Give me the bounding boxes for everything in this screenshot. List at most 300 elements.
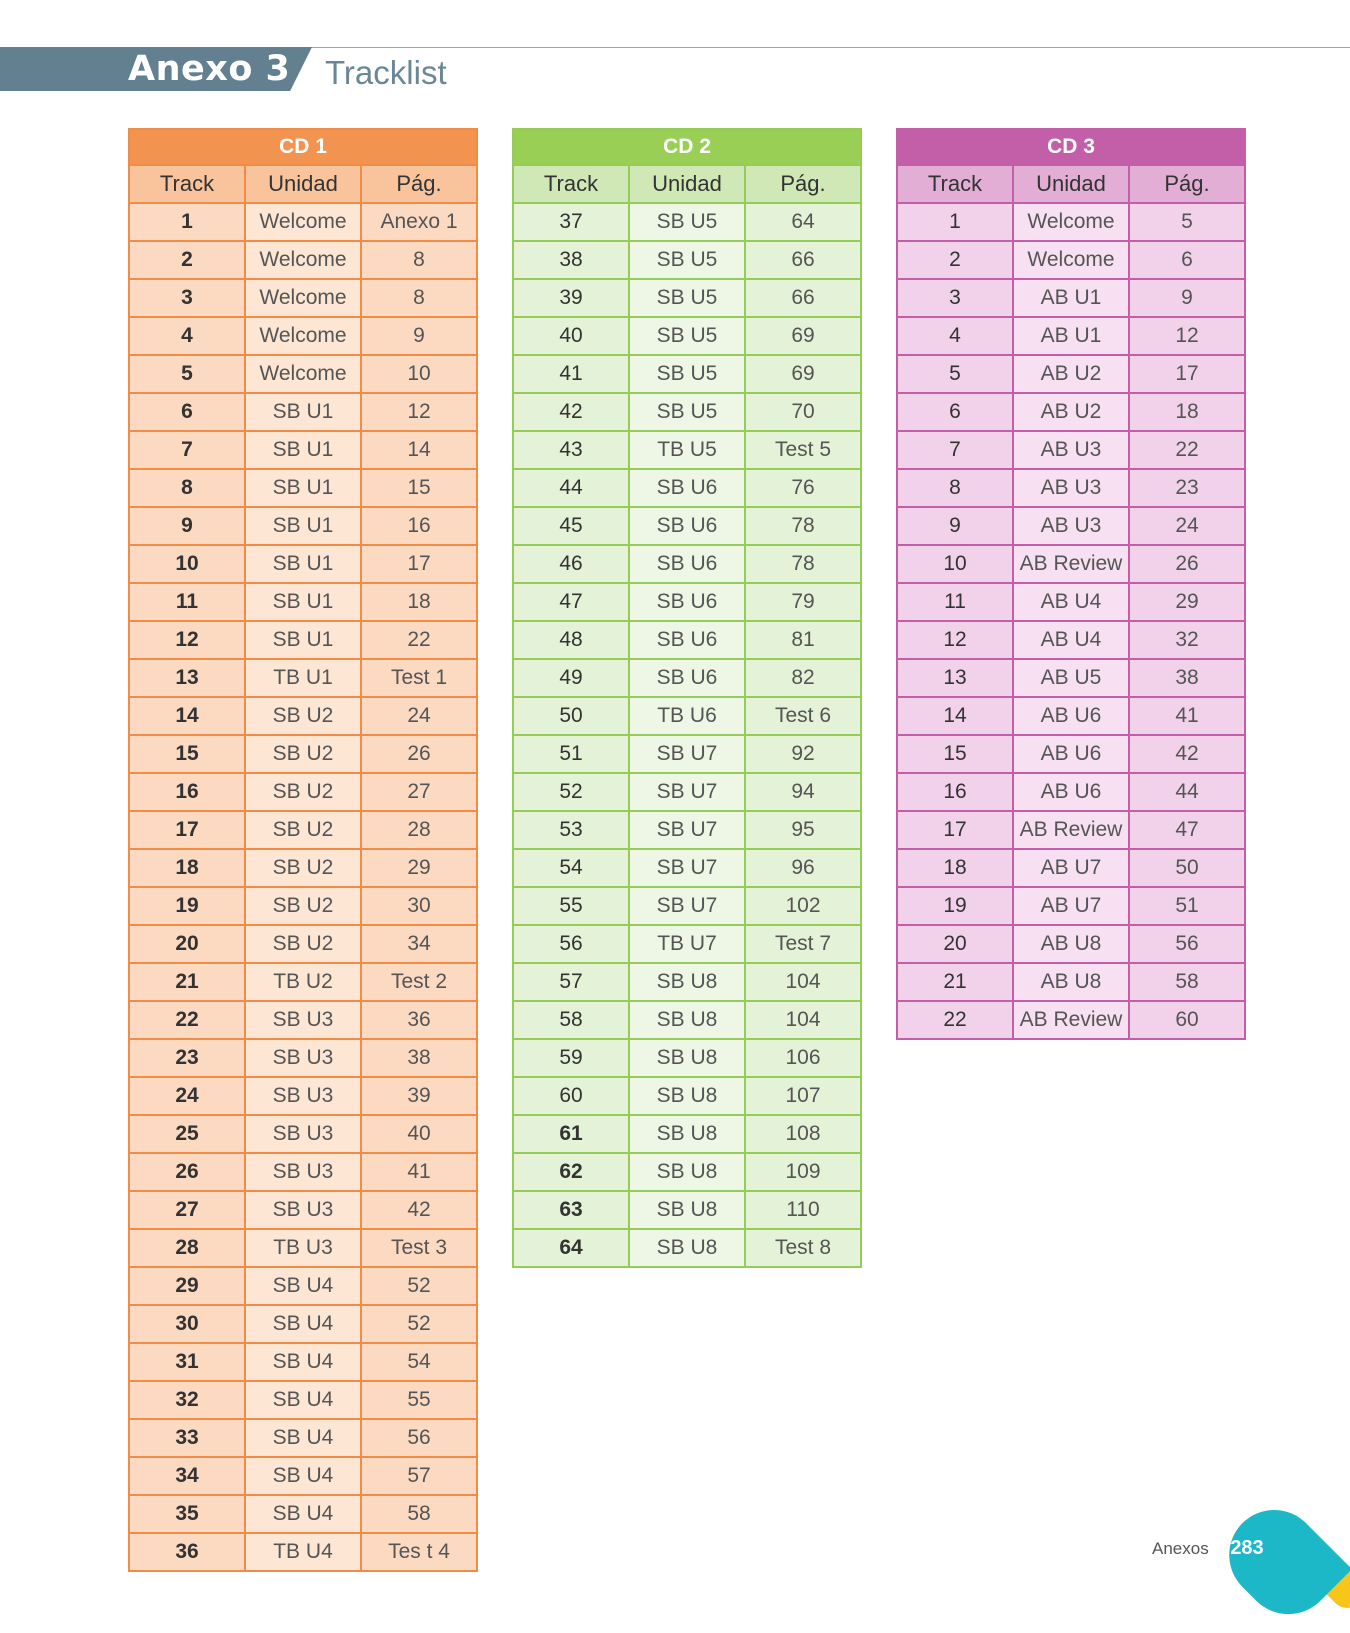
- unidad-cell: SB U1: [245, 583, 361, 621]
- unidad-cell: SB U8: [629, 1229, 745, 1267]
- track-number-cell: 28: [129, 1229, 245, 1267]
- track-number-cell: 35: [129, 1495, 245, 1533]
- table-row: [513, 545, 861, 583]
- unidad-cell: SB U3: [245, 1115, 361, 1153]
- track-number-cell: 3: [897, 279, 1013, 317]
- unidad-cell: Welcome: [245, 279, 361, 317]
- cd-title-row: [513, 129, 861, 165]
- track-number-cell: 15: [129, 735, 245, 773]
- track-number-cell: 54: [513, 849, 629, 887]
- table-row: [897, 697, 1245, 735]
- track-number-cell: 23: [129, 1039, 245, 1077]
- track-number-cell: 14: [897, 697, 1013, 735]
- pagina-cell: 17: [361, 545, 477, 583]
- pagina-cell: 24: [1129, 507, 1245, 545]
- column-header-row: [897, 165, 1245, 203]
- unidad-cell: SB U3: [245, 1191, 361, 1229]
- pagina-cell: 6: [1129, 241, 1245, 279]
- table-row: [513, 507, 861, 545]
- table-row: [129, 1343, 477, 1381]
- pagina-cell: 23: [1129, 469, 1245, 507]
- pagina-cell: 66: [745, 241, 861, 279]
- track-number-cell: 19: [897, 887, 1013, 925]
- table-row: [129, 1267, 477, 1305]
- pagina-cell: 9: [361, 317, 477, 355]
- unidad-cell: SB U4: [245, 1267, 361, 1305]
- unidad-cell: SB U4: [245, 1457, 361, 1495]
- track-number-cell: 26: [129, 1153, 245, 1191]
- pagina-cell: 106: [745, 1039, 861, 1077]
- table-row: [897, 393, 1245, 431]
- track-number-cell: 46: [513, 545, 629, 583]
- pagina-cell: 81: [745, 621, 861, 659]
- table-row: [129, 1229, 477, 1267]
- unidad-cell: SB U6: [629, 583, 745, 621]
- track-number-cell: 49: [513, 659, 629, 697]
- unidad-cell: AB U3: [1013, 431, 1129, 469]
- pagina-cell: 66: [745, 279, 861, 317]
- pagina-cell: 104: [745, 1001, 861, 1039]
- unidad-cell: SB U3: [245, 1001, 361, 1039]
- unidad-cell: SB U5: [629, 317, 745, 355]
- unidad-cell: AB Review: [1013, 545, 1129, 583]
- unidad-cell: SB U3: [245, 1077, 361, 1115]
- unidad-cell: AB U1: [1013, 279, 1129, 317]
- pagina-cell: Test 6: [745, 697, 861, 735]
- table-row: [129, 1419, 477, 1457]
- pagina-cell: 17: [1129, 355, 1245, 393]
- track-number-cell: 1: [897, 203, 1013, 241]
- table-row: [513, 317, 861, 355]
- table-row: [513, 811, 861, 849]
- track-number-cell: 43: [513, 431, 629, 469]
- track-number-cell: 3: [129, 279, 245, 317]
- track-number-cell: 44: [513, 469, 629, 507]
- unidad-cell: SB U6: [629, 545, 745, 583]
- table-row: [513, 773, 861, 811]
- table-row: [897, 241, 1245, 279]
- pagina-cell: 40: [361, 1115, 477, 1153]
- pagina-cell: 24: [361, 697, 477, 735]
- unidad-cell: SB U8: [629, 1077, 745, 1115]
- unidad-cell: Welcome: [245, 355, 361, 393]
- table-row: [513, 887, 861, 925]
- track-number-cell: 5: [129, 355, 245, 393]
- column-header-row: [513, 165, 861, 203]
- unidad-cell: TB U1: [245, 659, 361, 697]
- pagina-cell: 15: [361, 469, 477, 507]
- pagina-cell: 60: [1129, 1001, 1245, 1039]
- unidad-cell: SB U5: [629, 203, 745, 241]
- unidad-cell: SB U4: [245, 1305, 361, 1343]
- track-number-cell: 29: [129, 1267, 245, 1305]
- table-row: [513, 849, 861, 887]
- unidad-cell: SB U6: [629, 507, 745, 545]
- unidad-cell: AB U1: [1013, 317, 1129, 355]
- table-row: [129, 659, 477, 697]
- table-row: [897, 355, 1245, 393]
- pagina-cell: 28: [361, 811, 477, 849]
- track-number-cell: 22: [129, 1001, 245, 1039]
- track-number-cell: 64: [513, 1229, 629, 1267]
- table-row: [129, 735, 477, 773]
- unidad-cell: SB U4: [245, 1343, 361, 1381]
- unidad-cell: Welcome: [245, 317, 361, 355]
- unidad-cell: TB U2: [245, 963, 361, 1001]
- track-number-cell: 17: [129, 811, 245, 849]
- unidad-cell: Welcome: [245, 241, 361, 279]
- pagina-cell: 58: [361, 1495, 477, 1533]
- unidad-cell: SB U2: [245, 849, 361, 887]
- table-row: [513, 659, 861, 697]
- track-number-cell: 33: [129, 1419, 245, 1457]
- pagina-cell: 95: [745, 811, 861, 849]
- pagina-cell: Test 7: [745, 925, 861, 963]
- table-row: [129, 849, 477, 887]
- unidad-cell: AB U3: [1013, 469, 1129, 507]
- pagina-cell: Test 8: [745, 1229, 861, 1267]
- table-row: [897, 507, 1245, 545]
- track-number-cell: 61: [513, 1115, 629, 1153]
- cd-title: CD 2: [513, 129, 861, 165]
- pagina-cell: 9: [1129, 279, 1245, 317]
- track-number-cell: 18: [129, 849, 245, 887]
- track-number-cell: 19: [129, 887, 245, 925]
- unidad-cell: AB Review: [1013, 1001, 1129, 1039]
- unidad-cell: AB U4: [1013, 621, 1129, 659]
- table-row: [513, 241, 861, 279]
- track-number-cell: 38: [513, 241, 629, 279]
- cd1-table: [128, 128, 478, 1572]
- unidad-cell: SB U4: [245, 1419, 361, 1457]
- unidad-cell: AB U6: [1013, 735, 1129, 773]
- unidad-cell: TB U5: [629, 431, 745, 469]
- pagina-cell: 42: [361, 1191, 477, 1229]
- pagina-cell: 50: [1129, 849, 1245, 887]
- track-number-cell: 13: [129, 659, 245, 697]
- track-number-cell: 34: [129, 1457, 245, 1495]
- track-number-cell: 13: [897, 659, 1013, 697]
- table-row: [129, 583, 477, 621]
- cd3-table: [896, 128, 1246, 1040]
- table-row: [129, 925, 477, 963]
- table-row: [129, 1457, 477, 1495]
- pagina-cell: 52: [361, 1305, 477, 1343]
- pagina-cell: Tes t 4: [361, 1533, 477, 1571]
- unidad-cell: AB U4: [1013, 583, 1129, 621]
- column-header-pagina: Pág.: [745, 165, 861, 203]
- pagina-cell: 79: [745, 583, 861, 621]
- track-number-cell: 5: [897, 355, 1013, 393]
- track-number-cell: 63: [513, 1191, 629, 1229]
- pagina-cell: 102: [745, 887, 861, 925]
- unidad-cell: SB U6: [629, 621, 745, 659]
- pagina-cell: 96: [745, 849, 861, 887]
- unidad-cell: SB U5: [629, 241, 745, 279]
- column-header-track: Track: [897, 165, 1013, 203]
- unidad-cell: TB U4: [245, 1533, 361, 1571]
- track-number-cell: 53: [513, 811, 629, 849]
- pagina-cell: 69: [745, 355, 861, 393]
- track-number-cell: 40: [513, 317, 629, 355]
- track-number-cell: 12: [897, 621, 1013, 659]
- track-number-cell: 7: [897, 431, 1013, 469]
- unidad-cell: SB U2: [245, 887, 361, 925]
- track-number-cell: 4: [129, 317, 245, 355]
- unidad-cell: SB U7: [629, 887, 745, 925]
- table-row: [897, 469, 1245, 507]
- table-row: [897, 203, 1245, 241]
- unidad-cell: AB U7: [1013, 887, 1129, 925]
- table-row: [129, 317, 477, 355]
- column-header-track: Track: [129, 165, 245, 203]
- unidad-cell: SB U7: [629, 811, 745, 849]
- unidad-cell: AB U8: [1013, 963, 1129, 1001]
- unidad-cell: AB U6: [1013, 773, 1129, 811]
- pagina-cell: 56: [361, 1419, 477, 1457]
- track-number-cell: 14: [129, 697, 245, 735]
- unidad-cell: SB U8: [629, 1153, 745, 1191]
- table-row: [513, 697, 861, 735]
- track-number-cell: 56: [513, 925, 629, 963]
- unidad-cell: AB U6: [1013, 697, 1129, 735]
- track-number-cell: 37: [513, 203, 629, 241]
- unidad-cell: AB U5: [1013, 659, 1129, 697]
- table-row: [129, 1039, 477, 1077]
- pagina-cell: 42: [1129, 735, 1245, 773]
- table-row: [513, 469, 861, 507]
- track-number-cell: 21: [129, 963, 245, 1001]
- pagina-cell: 36: [361, 1001, 477, 1039]
- table-row: [513, 963, 861, 1001]
- unidad-cell: SB U8: [629, 1191, 745, 1229]
- table-row: [897, 545, 1245, 583]
- pagina-cell: 78: [745, 545, 861, 583]
- table-row: [129, 355, 477, 393]
- track-number-cell: 8: [129, 469, 245, 507]
- table-row: [513, 583, 861, 621]
- track-number-cell: 30: [129, 1305, 245, 1343]
- pagina-cell: 26: [361, 735, 477, 773]
- unidad-cell: SB U4: [245, 1381, 361, 1419]
- pagina-cell: 56: [1129, 925, 1245, 963]
- unidad-cell: AB U7: [1013, 849, 1129, 887]
- column-header-unidad: Unidad: [1013, 165, 1129, 203]
- pagina-cell: 51: [1129, 887, 1245, 925]
- track-number-cell: 21: [897, 963, 1013, 1001]
- column-header-pagina: Pág.: [1129, 165, 1245, 203]
- table-row: [513, 1001, 861, 1039]
- table-row: [129, 963, 477, 1001]
- cd-title: CD 1: [129, 129, 477, 165]
- track-number-cell: 48: [513, 621, 629, 659]
- pagina-cell: 10: [361, 355, 477, 393]
- pagina-cell: 57: [361, 1457, 477, 1495]
- table-row: [897, 621, 1245, 659]
- pagina-cell: 38: [361, 1039, 477, 1077]
- track-number-cell: 60: [513, 1077, 629, 1115]
- unidad-cell: SB U5: [629, 355, 745, 393]
- pagina-cell: 47: [1129, 811, 1245, 849]
- track-number-cell: 12: [129, 621, 245, 659]
- column-header-unidad: Unidad: [245, 165, 361, 203]
- cd-title-row: [129, 129, 477, 165]
- table-row: [897, 963, 1245, 1001]
- table-row: [513, 1039, 861, 1077]
- table-row: [897, 887, 1245, 925]
- pagina-cell: 14: [361, 431, 477, 469]
- table-row: [129, 1191, 477, 1229]
- track-number-cell: 41: [513, 355, 629, 393]
- pagina-cell: 69: [745, 317, 861, 355]
- pagina-cell: 29: [1129, 583, 1245, 621]
- track-number-cell: 59: [513, 1039, 629, 1077]
- track-number-cell: 62: [513, 1153, 629, 1191]
- unidad-cell: SB U8: [629, 963, 745, 1001]
- table-row: [513, 1153, 861, 1191]
- table-row: [129, 621, 477, 659]
- pagina-cell: 58: [1129, 963, 1245, 1001]
- pagina-cell: 18: [1129, 393, 1245, 431]
- table-row: [129, 1495, 477, 1533]
- table-row: [897, 279, 1245, 317]
- track-number-cell: 22: [897, 1001, 1013, 1039]
- track-number-cell: 20: [129, 925, 245, 963]
- unidad-cell: AB U2: [1013, 393, 1129, 431]
- track-number-cell: 9: [129, 507, 245, 545]
- page-title: Tracklist: [325, 54, 447, 91]
- track-number-cell: 7: [129, 431, 245, 469]
- track-number-cell: 10: [129, 545, 245, 583]
- table-row: [129, 887, 477, 925]
- unidad-cell: SB U4: [245, 1495, 361, 1533]
- unidad-cell: SB U3: [245, 1039, 361, 1077]
- pagina-cell: Test 5: [745, 431, 861, 469]
- table-row: [129, 697, 477, 735]
- pagina-cell: 12: [361, 393, 477, 431]
- table-row: [513, 355, 861, 393]
- unidad-cell: SB U7: [629, 735, 745, 773]
- pagina-cell: 64: [745, 203, 861, 241]
- unidad-cell: AB Review: [1013, 811, 1129, 849]
- pagina-cell: 41: [361, 1153, 477, 1191]
- track-number-cell: 11: [129, 583, 245, 621]
- unidad-cell: SB U6: [629, 469, 745, 507]
- unidad-cell: SB U8: [629, 1115, 745, 1153]
- table-row: [129, 507, 477, 545]
- table-row: [129, 279, 477, 317]
- table-row: [129, 241, 477, 279]
- track-number-cell: 27: [129, 1191, 245, 1229]
- unidad-cell: SB U2: [245, 811, 361, 849]
- pagina-cell: 34: [361, 925, 477, 963]
- table-row: [513, 203, 861, 241]
- table-row: [897, 849, 1245, 887]
- table-row: [129, 1077, 477, 1115]
- pagina-cell: 16: [361, 507, 477, 545]
- pagina-cell: 8: [361, 279, 477, 317]
- table-row: [897, 317, 1245, 355]
- unidad-cell: TB U6: [629, 697, 745, 735]
- unidad-cell: Welcome: [1013, 241, 1129, 279]
- unidad-cell: TB U7: [629, 925, 745, 963]
- pagina-cell: 92: [745, 735, 861, 773]
- track-number-cell: 25: [129, 1115, 245, 1153]
- table-row: [897, 735, 1245, 773]
- unidad-cell: SB U8: [629, 1001, 745, 1039]
- table-row: [513, 1115, 861, 1153]
- pagina-cell: 12: [1129, 317, 1245, 355]
- track-number-cell: 24: [129, 1077, 245, 1115]
- pagina-cell: 55: [361, 1381, 477, 1419]
- pagina-cell: 29: [361, 849, 477, 887]
- table-row: [129, 811, 477, 849]
- unidad-cell: Welcome: [1013, 203, 1129, 241]
- unidad-cell: SB U1: [245, 507, 361, 545]
- track-number-cell: 11: [897, 583, 1013, 621]
- unidad-cell: SB U1: [245, 431, 361, 469]
- track-number-cell: 32: [129, 1381, 245, 1419]
- table-row: [513, 1077, 861, 1115]
- pagina-cell: Test 3: [361, 1229, 477, 1267]
- track-number-cell: 57: [513, 963, 629, 1001]
- pagina-cell: 41: [1129, 697, 1245, 735]
- track-number-cell: 4: [897, 317, 1013, 355]
- pagina-cell: 18: [361, 583, 477, 621]
- unidad-cell: AB U2: [1013, 355, 1129, 393]
- pagina-cell: 22: [361, 621, 477, 659]
- column-header-row: [129, 165, 477, 203]
- unidad-cell: SB U1: [245, 621, 361, 659]
- pagina-cell: 5: [1129, 203, 1245, 241]
- track-number-cell: 39: [513, 279, 629, 317]
- table-row: [129, 1305, 477, 1343]
- table-row: [513, 393, 861, 431]
- table-row: [897, 925, 1245, 963]
- annex-label: Anexo 3: [128, 49, 291, 89]
- pagina-cell: 26: [1129, 545, 1245, 583]
- unidad-cell: SB U5: [629, 393, 745, 431]
- table-row: [897, 1001, 1245, 1039]
- table-row: [513, 431, 861, 469]
- cd-title: CD 3: [897, 129, 1245, 165]
- track-number-cell: 15: [897, 735, 1013, 773]
- cd-title-row: [897, 129, 1245, 165]
- track-number-cell: 9: [897, 507, 1013, 545]
- table-row: [129, 773, 477, 811]
- track-number-cell: 55: [513, 887, 629, 925]
- track-number-cell: 16: [897, 773, 1013, 811]
- track-number-cell: 2: [129, 241, 245, 279]
- track-number-cell: 58: [513, 1001, 629, 1039]
- unidad-cell: Welcome: [245, 203, 361, 241]
- column-header-track: Track: [513, 165, 629, 203]
- table-row: [129, 1533, 477, 1571]
- pagina-cell: 94: [745, 773, 861, 811]
- unidad-cell: SB U8: [629, 1039, 745, 1077]
- track-number-cell: 31: [129, 1343, 245, 1381]
- page-badge: [1211, 1491, 1350, 1632]
- table-row: [897, 583, 1245, 621]
- track-number-cell: 51: [513, 735, 629, 773]
- footer-section: Anexos: [1152, 1539, 1209, 1558]
- track-number-cell: 18: [897, 849, 1013, 887]
- table-row: [897, 431, 1245, 469]
- pagina-cell: Anexo 1: [361, 203, 477, 241]
- track-number-cell: 45: [513, 507, 629, 545]
- unidad-cell: AB U3: [1013, 507, 1129, 545]
- unidad-cell: SB U1: [245, 393, 361, 431]
